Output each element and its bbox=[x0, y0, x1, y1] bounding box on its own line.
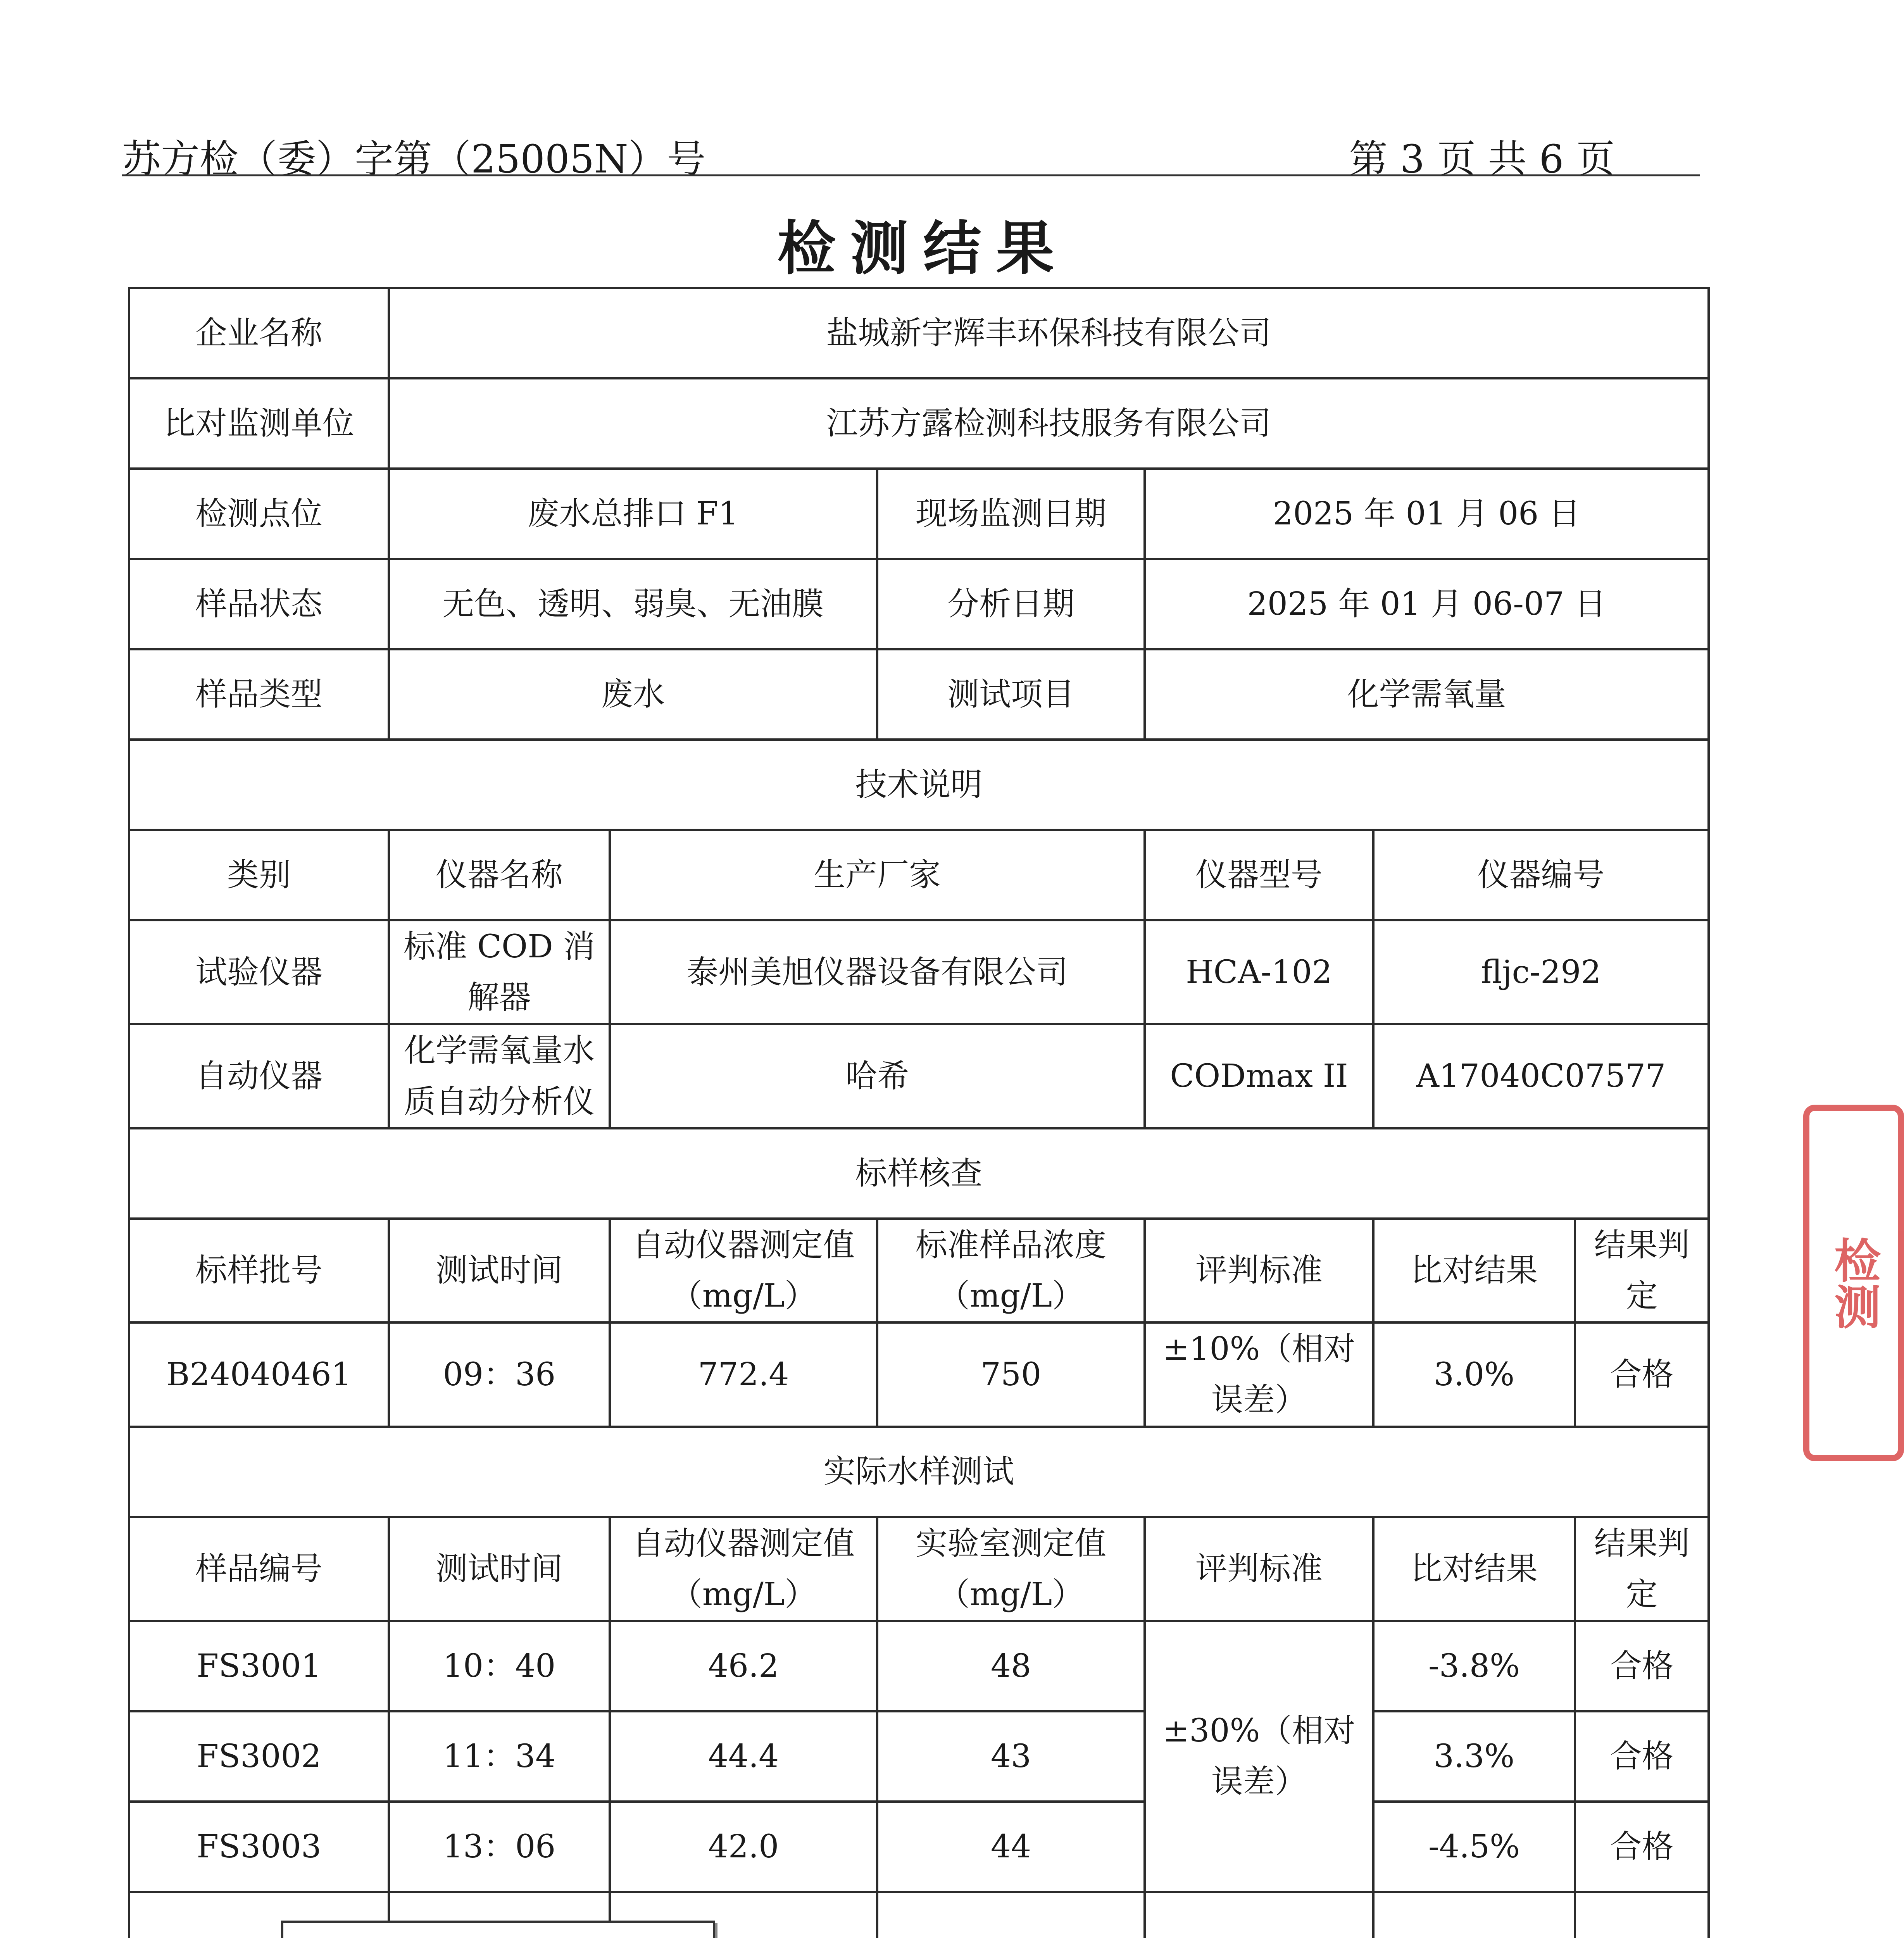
water-header: 自动仪器测定值（mg/L） bbox=[610, 1517, 877, 1621]
analysis-date-value: 2025 年 01 月 06-07 日 bbox=[1145, 559, 1709, 649]
standard-header: 自动仪器测定值（mg/L） bbox=[610, 1219, 877, 1322]
state-value: 无色、透明、弱臭、无油膜 bbox=[389, 559, 877, 649]
standard-header: 标样批号 bbox=[129, 1219, 389, 1322]
tech-cell: fljc-292 bbox=[1373, 920, 1709, 1024]
water-cell: FS3001 bbox=[129, 1621, 389, 1711]
tech-cell: 哈希 bbox=[610, 1024, 1145, 1128]
type-label: 样品类型 bbox=[129, 649, 389, 740]
standard-header: 结果判定 bbox=[1575, 1219, 1709, 1322]
water-cell: 3.3% bbox=[1373, 1711, 1575, 1802]
water-cell: 46.2 bbox=[610, 1621, 877, 1711]
analysis-date-label: 分析日期 bbox=[877, 559, 1145, 649]
water-header: 测试时间 bbox=[389, 1517, 610, 1621]
site-date-label: 现场监测日期 bbox=[877, 469, 1145, 559]
water-cell: 48 bbox=[877, 1621, 1145, 1711]
tech-cell: 自动仪器 bbox=[129, 1024, 389, 1128]
tech-cell: 泰州美旭仪器设备有限公司 bbox=[610, 920, 1145, 1024]
standard-header: 比对结果 bbox=[1373, 1219, 1575, 1322]
water-cell: 13：06 bbox=[389, 1802, 610, 1892]
point-label: 检测点位 bbox=[129, 469, 389, 559]
standard-cell: ±10%（相对误差） bbox=[1145, 1322, 1373, 1426]
standard-header: 测试时间 bbox=[389, 1219, 610, 1322]
tech-header: 仪器名称 bbox=[389, 830, 610, 920]
standard-row bbox=[129, 1322, 1709, 1426]
water-cell: 43 bbox=[877, 1711, 1145, 1802]
standard-cell: 772.4 bbox=[610, 1322, 877, 1426]
type-row bbox=[129, 649, 1709, 740]
standard-cell: B24040461 bbox=[129, 1322, 389, 1426]
water-cell: 44 bbox=[877, 1802, 1145, 1892]
tech-cell: 化学需氧量水质自动分析仪 bbox=[389, 1024, 610, 1128]
water-cell: 合格 bbox=[1575, 1802, 1709, 1892]
water-cell: 合格 bbox=[1575, 1711, 1709, 1802]
tech-section-row bbox=[129, 740, 1709, 830]
water-row bbox=[129, 1711, 1709, 1802]
type-value: 废水 bbox=[389, 649, 877, 740]
tech-row bbox=[129, 920, 1709, 1024]
water-header: 实验室测定值（mg/L） bbox=[877, 1517, 1145, 1621]
company-value: 盐城新宇辉丰环保科技有限公司 bbox=[389, 288, 1709, 378]
tech-header-row bbox=[129, 830, 1709, 920]
standard-cell: 合格 bbox=[1575, 1322, 1709, 1426]
standard-cell: 750 bbox=[877, 1322, 1145, 1426]
water-header: 比对结果 bbox=[1373, 1517, 1575, 1621]
water-cell: -3.8% bbox=[1373, 1621, 1575, 1711]
company-label: 企业名称 bbox=[129, 288, 389, 378]
standard-section-title: 标样核查 bbox=[129, 1128, 1709, 1219]
page-title: 检测结果 bbox=[777, 214, 1069, 283]
water-cell: 42.0 bbox=[610, 1802, 877, 1892]
water-header: 评判标准 bbox=[1145, 1517, 1373, 1621]
standard-section-row bbox=[129, 1128, 1709, 1219]
blank-below-stamp bbox=[281, 1921, 715, 1938]
tech-cell: A17040C07577 bbox=[1373, 1024, 1709, 1128]
header-divider bbox=[122, 174, 1700, 176]
state-row bbox=[129, 559, 1709, 649]
water-cell: 10：40 bbox=[389, 1621, 610, 1711]
point-row bbox=[129, 469, 1709, 559]
water-section-title: 实际水样测试 bbox=[129, 1427, 1709, 1517]
document-number: 苏方检（委）字第（25005N）号 bbox=[122, 136, 706, 182]
water-cell: 合格 bbox=[1575, 1621, 1709, 1711]
seal-stamp-edge: 检测 bbox=[1803, 1105, 1846, 1461]
company-row bbox=[129, 288, 1709, 378]
tech-header: 生产厂家 bbox=[610, 830, 1145, 920]
water-cell: 44.4 bbox=[610, 1711, 877, 1802]
unit-label: 比对监测单位 bbox=[129, 378, 389, 469]
tech-section-title: 技术说明 bbox=[129, 740, 1709, 830]
standard-cell: 3.0% bbox=[1373, 1322, 1575, 1426]
standard-header: 标准样品浓度（mg/L） bbox=[877, 1219, 1145, 1322]
tech-cell: HCA-102 bbox=[1145, 920, 1373, 1024]
state-label: 样品状态 bbox=[129, 559, 389, 649]
tech-cell: CODmax II bbox=[1145, 1024, 1373, 1128]
tech-row bbox=[129, 1024, 1709, 1128]
standard-header-row bbox=[129, 1219, 1709, 1322]
water-header: 结果判定 bbox=[1575, 1517, 1709, 1621]
water-header-row bbox=[129, 1517, 1709, 1621]
unit-value: 江苏方露检测科技服务有限公司 bbox=[389, 378, 1709, 469]
tech-header: 类别 bbox=[129, 830, 389, 920]
water-criterion: ±30%（相对误差） bbox=[1145, 1621, 1373, 1892]
point-value: 废水总排口 F1 bbox=[389, 469, 877, 559]
water-header: 样品编号 bbox=[129, 1517, 389, 1621]
site-date-value: 2025 年 01 月 06 日 bbox=[1145, 469, 1709, 559]
item-value: 化学需氧量 bbox=[1145, 649, 1709, 740]
item-label: 测试项目 bbox=[877, 649, 1145, 740]
page-info: 第 3 页 共 6 页 bbox=[1349, 136, 1615, 182]
water-cell: FS3002 bbox=[129, 1711, 389, 1802]
tech-cell: 试验仪器 bbox=[129, 920, 389, 1024]
water-cell: FS3003 bbox=[129, 1802, 389, 1892]
water-row bbox=[129, 1802, 1709, 1892]
tech-header: 仪器编号 bbox=[1373, 830, 1709, 920]
water-cell: 11：34 bbox=[389, 1711, 610, 1802]
water-row bbox=[129, 1621, 1709, 1711]
tech-cell: 标准 COD 消解器 bbox=[389, 920, 610, 1024]
standard-cell: 09：36 bbox=[389, 1322, 610, 1426]
water-cell: -4.5% bbox=[1373, 1802, 1575, 1892]
unit-row bbox=[129, 378, 1709, 469]
tech-header: 仪器型号 bbox=[1145, 830, 1373, 920]
water-section-row bbox=[129, 1427, 1709, 1517]
standard-header: 评判标准 bbox=[1145, 1219, 1373, 1322]
results-table bbox=[128, 287, 1710, 1938]
